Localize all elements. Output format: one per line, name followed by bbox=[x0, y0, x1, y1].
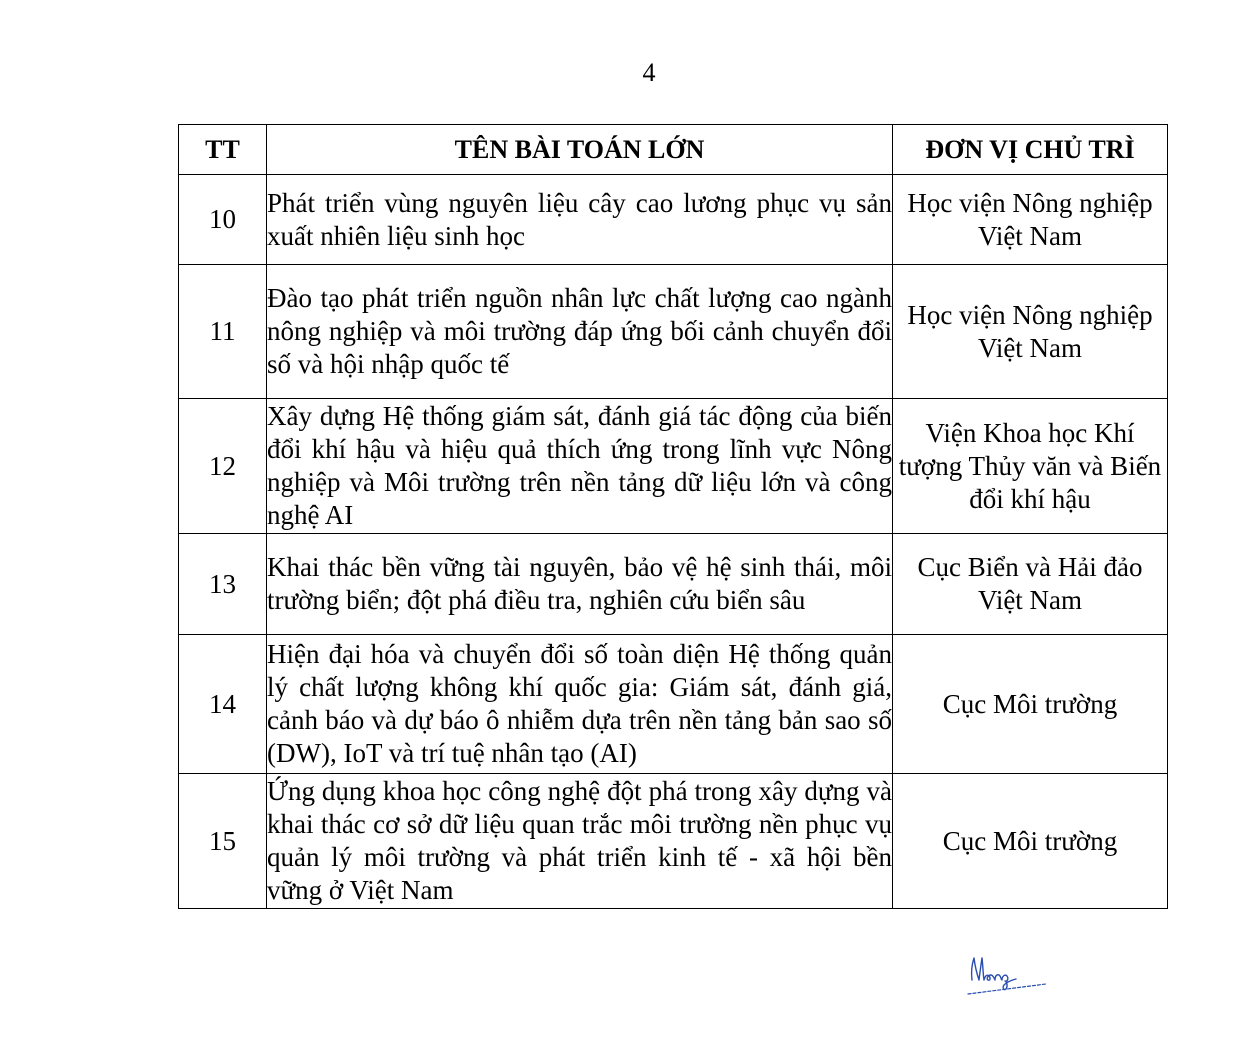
row-unit: Cục Môi trường bbox=[893, 774, 1168, 909]
row-unit: Viện Khoa học Khí tượng Thủy văn và Biến đổi khí hậu bbox=[893, 399, 1168, 534]
row-tt: 10 bbox=[179, 175, 267, 265]
handwritten-signature bbox=[962, 952, 1052, 1000]
row-unit: Học viện Nông nghiệp Việt Nam bbox=[893, 265, 1168, 399]
table-row bbox=[179, 265, 1168, 399]
header-tt: TT bbox=[179, 125, 267, 175]
row-tt: 15 bbox=[179, 774, 267, 909]
table-row bbox=[179, 635, 1168, 774]
row-tt: 13 bbox=[179, 534, 267, 635]
table-row bbox=[179, 534, 1168, 635]
row-unit: Cục Môi trường bbox=[893, 635, 1168, 774]
table-row bbox=[179, 774, 1168, 909]
table-row bbox=[179, 399, 1168, 534]
table-header-row bbox=[179, 125, 1168, 175]
row-unit: Cục Biển và Hải đảo Việt Nam bbox=[893, 534, 1168, 635]
header-name: TÊN BÀI TOÁN LỚN bbox=[267, 125, 893, 175]
task-table bbox=[178, 124, 1168, 909]
row-name: Xây dựng Hệ thống giám sát, đánh giá tác động của biến đổi khí hậu và hiệu quả thích ứng trong lĩnh vực Nông nghiệp và Môi trường trên nền tảng dữ liệu lớn và công nghệ AI bbox=[267, 399, 893, 534]
row-name: Hiện đại hóa và chuyển đổi số toàn diện Hệ thống quản lý chất lượng không khí quốc gia: Giám sát, đánh giá, cảnh báo và dự báo ô nhiễm dựa trên nền tảng bản sao số (DW), IoT và trí tuệ nhân tạo (AI) bbox=[267, 635, 893, 774]
row-tt: 12 bbox=[179, 399, 267, 534]
page-number: 4 bbox=[642, 58, 656, 87]
row-name: Khai thác bền vững tài nguyên, bảo vệ hệ sinh thái, môi trường biển; đột phá điều tra, nghiên cứu biển sâu bbox=[267, 534, 893, 635]
row-tt: 11 bbox=[179, 265, 267, 399]
table-row bbox=[179, 175, 1168, 265]
row-tt: 14 bbox=[179, 635, 267, 774]
row-name: Đào tạo phát triển nguồn nhân lực chất lượng cao ngành nông nghiệp và môi trường đáp ứng bối cảnh chuyển đổi số và hội nhập quốc tế bbox=[267, 265, 893, 399]
header-unit: ĐƠN VỊ CHỦ TRÌ bbox=[893, 125, 1168, 175]
row-name: Phát triển vùng nguyên liệu cây cao lương phục vụ sản xuất nhiên liệu sinh học bbox=[267, 175, 893, 265]
row-unit: Học viện Nông nghiệp Việt Nam bbox=[893, 175, 1168, 265]
row-name: Ứng dụng khoa học công nghệ đột phá trong xây dựng và khai thác cơ sở dữ liệu quan trắc môi trường nền phục vụ quản lý môi trường và phát triển kinh tế - xã hội bền vững ở Việt Nam bbox=[267, 774, 893, 909]
